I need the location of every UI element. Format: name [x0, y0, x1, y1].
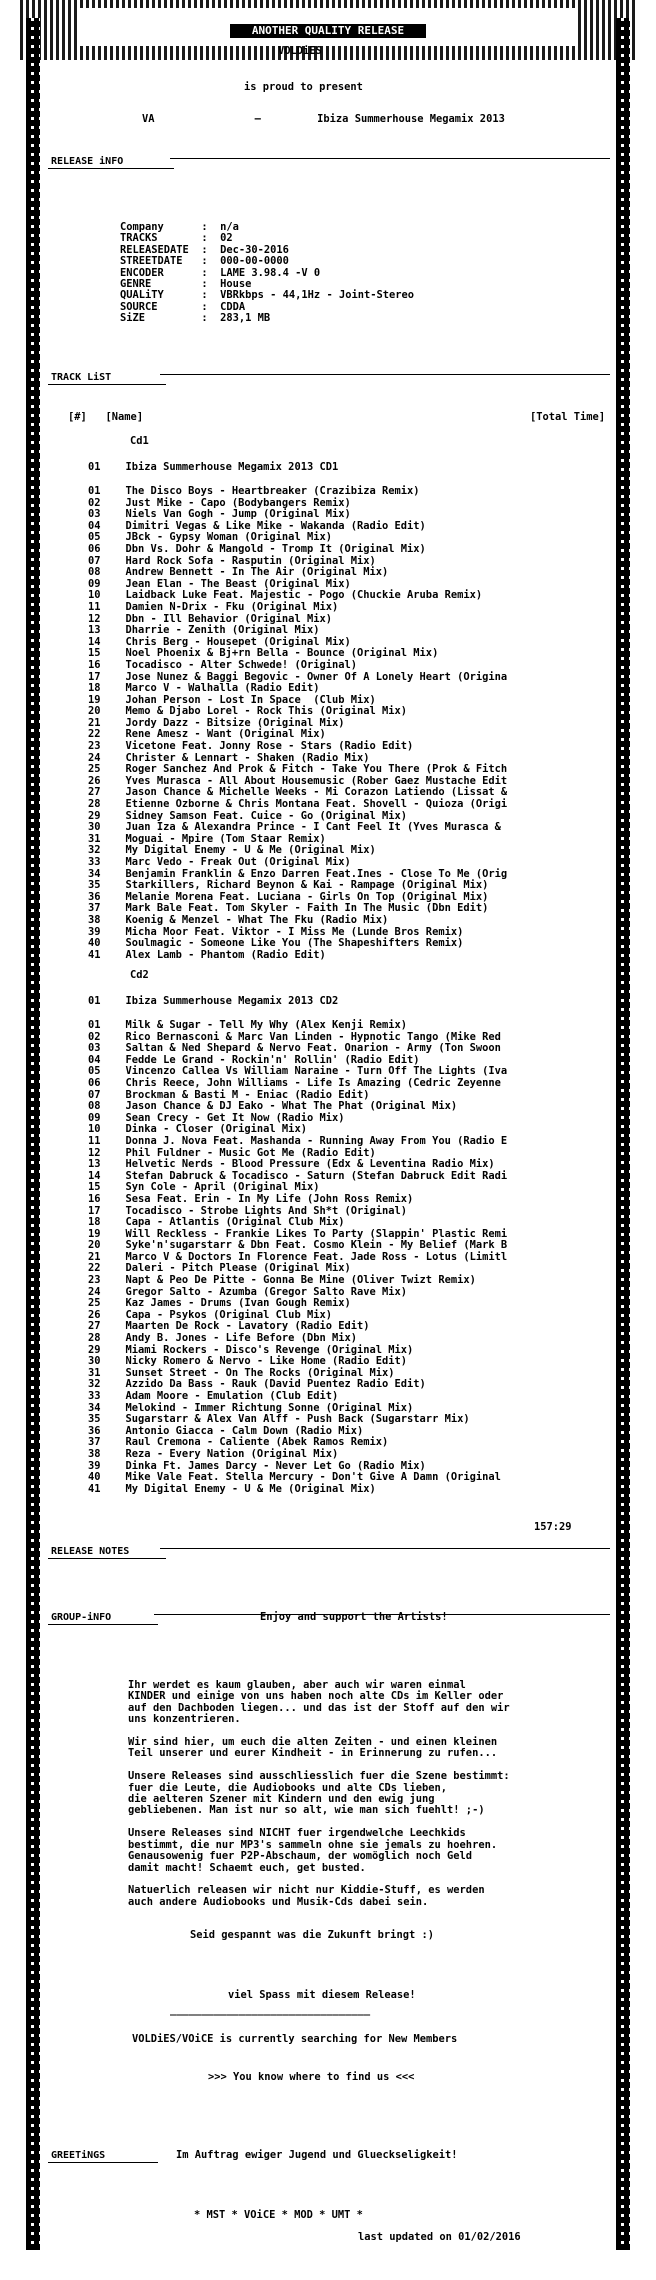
track-row: 07 Brockman & Basti M - Eniac (Radio Edit): [88, 1088, 370, 1101]
info-row: GENRE : House: [120, 278, 252, 291]
track-row: 08 Jason Chance & DJ Eako - What The Phat (Original Mix): [88, 1100, 458, 1113]
track-row: 03 Saltan & Ned Shepard & Nervo Feat. Onarion - Army (Ton Swoon: [88, 1042, 501, 1055]
notes-line: bestimmt, die nur MP3's sammeln ohne sie jemals zu hoehren.: [128, 1838, 498, 1851]
track-row: 39 Dinka Ft. James Darcy - Never Let Go (Radio Mix): [88, 1459, 426, 1472]
track-row: 28 Andy B. Jones - Life Before (Dbn Mix): [88, 1332, 357, 1345]
cd1-title: 01 Ibiza Summerhouse Megamix 2013 CD1: [88, 461, 339, 473]
track-row: 33 Adam Moore - Emulation (Club Edit): [88, 1390, 339, 1402]
track-row: 05 JBck - Gypsy Woman (Original Mix): [88, 531, 332, 544]
track-row: 03 Niels Van Gogh - Jump (Original Mix): [88, 508, 351, 521]
info-row: TRACKS : 02: [120, 232, 233, 245]
track-row: 11 Donna J. Nova Feat. Mashanda - Running Away From You (Radio E: [88, 1134, 508, 1147]
track-row: 16 Sesa Feat. Erin - In My Life (John Ross Remix): [88, 1192, 414, 1205]
track-row: 30 Juan Iza & Alexandra Prince - I Cant Feel It (Yves Murasca &: [88, 821, 501, 834]
info-row: RELEASEDATE : Dec-30-2016: [120, 243, 289, 256]
track-row: 20 Memo & Djabo Lorel - Rock This (Original Mix): [88, 705, 408, 718]
info-row: QUALiTY : VBRkbps - 44,1Hz - Joint-Stereo: [120, 289, 415, 302]
section-underline: [48, 1624, 158, 1625]
track-row: 32 Azzido Da Bass - Rauk (David Puentez Radio Edit): [88, 1378, 426, 1391]
track-row: 13 Dharrie - Zenith (Original Mix): [88, 624, 320, 637]
track-row: 38 Koenig & Menzel - What The Fku (Radio Mix): [88, 913, 389, 926]
notes-line: Ihr werdet es kaum glauben, aber auch wir waren einmal: [128, 1679, 466, 1691]
proud-line: is proud to present: [244, 81, 363, 93]
section-underline: [48, 168, 174, 169]
greetings-line: Im Auftrag ewiger Jugend und Glueckseligkeit!: [176, 2149, 458, 2161]
track-row: 24 Christer & Lennart - Shaken (Radio Mix): [88, 751, 370, 764]
track-row: 22 Daleri - Pitch Please (Original Mix): [88, 1262, 351, 1275]
recruit-line: VOLDiES/VOiCE is currently searching for New Members: [132, 2033, 458, 2045]
info-row: Company : n/a: [120, 221, 239, 233]
cd2-track-list: [88, 1020, 507, 1495]
track-row: 02 Just Mike - Capo (Bodybangers Remix): [88, 496, 351, 509]
track-row: 18 Capa - Atlantis (Original Club Mix): [88, 1216, 345, 1229]
track-row: 08 Andrew Bennett - In The Air (Original Mix): [88, 566, 389, 579]
future-line: Seid gespannt was die Zukunft bringt :): [190, 1929, 434, 1941]
track-row: 04 Fedde Le Grand - Rockin'n' Rollin' (Radio Edit): [88, 1053, 420, 1066]
track-row: 17 Jose Nunez & Baggi Begovic - Owner Of A Lonely Heart (Origina: [88, 670, 508, 683]
track-row: 19 Will Reckless - Frankie Likes To Party (Slappin' Plastic Remi: [88, 1227, 508, 1240]
track-row: 09 Sean Crecy - Get It Now (Radio Mix): [88, 1111, 345, 1124]
track-row: 36 Antonio Giacca - Calm Down (Radio Mix): [88, 1424, 364, 1437]
notes-line: uns konzentrieren.: [128, 1713, 241, 1726]
track-row: 41 My Digital Enemy - U & Me (Original Mix): [88, 1482, 376, 1495]
notes-line: Genausowenig fuer P2P-Abschaum, der womöglich noch Geld: [128, 1850, 473, 1863]
track-row: 29 Miami Rockers - Disco's Revenge (Original Mix): [88, 1343, 414, 1356]
notes-line: auch andere Audiobooks und Musik-Cds dabei sein.: [128, 1895, 429, 1908]
track-row: 20 Syke'n'sugarstarr & Dbn Feat. Cosmo Klein - My Belief (Mark B: [88, 1239, 508, 1252]
fun-line: viel Spass mit diesem Release!: [228, 1989, 416, 2001]
track-row: 21 Jordy Dazz - Bitsize (Original Mix): [88, 716, 345, 729]
section-underline: [48, 1558, 166, 1559]
info-row: ENCODER : LAME 3.98.4 -V 0: [120, 266, 321, 279]
notes-line: fuer die Leute, die Audiobooks und alte CDs lieben,: [128, 1781, 448, 1794]
track-row: 27 Jason Chance & Michelle Weeks - Mi Corazon Latiendo (Lissat &: [88, 786, 508, 799]
release-info-table: [120, 222, 414, 325]
section-greetings: GREETiNGS: [48, 2150, 108, 2161]
section-overline: [160, 1548, 610, 1549]
track-row: 25 Roger Sanchez And Prok & Fitch - Take You There (Prok & Fitch: [88, 763, 508, 776]
notes-line: damit macht! Schaemt euch, get busted.: [128, 1861, 366, 1874]
track-row: 12 Dbn - Ill Behavior (Original Mix): [88, 612, 332, 625]
track-row: 35 Starkillers, Richard Beynon & Kai - Rampage (Original Mix): [88, 879, 489, 892]
cd2-label: Cd2: [130, 969, 149, 981]
track-row: 31 Sunset Street - On The Rocks (Original Mix): [88, 1366, 395, 1379]
notes-line: Unsere Releases sind ausschliesslich fuer die Szene bestimmt:: [128, 1770, 510, 1783]
track-row: 22 Rene Amesz - Want (Original Mix): [88, 728, 326, 741]
total-time: 157:29: [534, 1521, 572, 1533]
track-row: 05 Vincenzo Callea Vs William Naraine - Turn Off The Lights (Iva: [88, 1065, 508, 1078]
track-row: 26 Yves Murasca - All About Housemusic (Rober Gaez Mustache Edit: [88, 774, 508, 787]
section-release-info: RELEASE iNFO: [48, 156, 126, 167]
section-overline: [170, 158, 610, 159]
track-row: 15 Syn Cole - April (Original Mix): [88, 1181, 320, 1194]
track-row: 17 Tocadisco - Strobe Lights And Sh*t (Original): [88, 1204, 408, 1217]
underline-rule: ________________________________: [170, 2004, 371, 2016]
track-row: 39 Micha Moor Feat. Viktor - I Miss Me (Lunde Bros Remix): [88, 925, 464, 938]
track-row: 38 Reza - Every Nation (Original Mix): [88, 1447, 339, 1460]
notes-line: KINDER und einige von uns haben noch alte CDs im Keller oder: [128, 1690, 504, 1703]
track-row: 01 Milk & Sugar - Tell My Why (Alex Kenji Remix): [88, 1019, 408, 1031]
track-row: 40 Mike Vale Feat. Stella Mercury - Don't Give A Damn (Original: [88, 1471, 501, 1484]
track-row: 12 Phil Fuldner - Music Got Me (Radio Edit): [88, 1146, 376, 1159]
tracklist-header-right: [Total Time]: [530, 411, 606, 423]
track-row: 06 Chris Reece, John Williams - Life Is Amazing (Cedric Zeyenne: [88, 1076, 501, 1089]
track-row: 25 Kaz James - Drums (Ivan Gough Remix): [88, 1297, 351, 1310]
track-row: 32 My Digital Enemy - U & Me (Original Mix): [88, 844, 376, 857]
release-banner: ANOTHER QUALITY RELEASE: [230, 24, 426, 38]
notes-line: Natuerlich releasen wir nicht nur Kiddie-Stuff, es werden: [128, 1884, 485, 1897]
track-row: 10 Laidback Luke Feat. Majestic - Pogo (Chuckie Aruba Remix): [88, 589, 483, 602]
track-row: 21 Marco V & Doctors In Florence Feat. Jade Ross - Lotus (Limitl: [88, 1250, 508, 1263]
release-notes-text: [128, 1680, 510, 1908]
group-name: VOLDiES: [278, 45, 322, 57]
track-row: 29 Sidney Samson Feat. Cuice - Go (Original Mix): [88, 809, 408, 822]
section-group-info: GROUP-iNFO: [48, 1612, 114, 1623]
contact-line: >>> You know where to find us <<<: [208, 2071, 415, 2083]
track-row: 09 Jean Elan - The Beast (Original Mix): [88, 577, 351, 590]
track-row: 34 Melokind - Immer Richtung Sonne (Original Mix): [88, 1401, 414, 1414]
track-row: 16 Tocadisco - Alter Schwede! (Original): [88, 658, 357, 671]
info-row: SOURCE : CDDA: [120, 300, 246, 313]
group-info-tagline: Enjoy and support the Artists!: [260, 1611, 448, 1623]
section-overline: [160, 374, 610, 375]
crew-list: * MST * VOiCE * MOD * UMT *: [194, 2209, 363, 2221]
track-row: 14 Chris Berg - Housepet (Original Mix): [88, 635, 351, 648]
track-row: 15 Noel Phoenix & Bj+rn Bella - Bounce (Original Mix): [88, 647, 439, 660]
track-row: 02 Rico Bernasconi & Marc Van Linden - Hypnotic Tango (Mike Red: [88, 1030, 501, 1043]
release-title-line: VA – Ibiza Summerhouse Megamix 2013: [142, 113, 505, 125]
track-row: 34 Benjamin Franklin & Enzo Darren Feat.Ines - Close To Me (Orig: [88, 867, 508, 880]
track-row: 04 Dimitri Vegas & Like Mike - Wakanda (Radio Edit): [88, 519, 426, 532]
track-row: 13 Helvetic Nerds - Blood Pressure (Edx & Leventina Radio Mix): [88, 1158, 495, 1171]
track-row: 19 Johan Person - Lost In Space (Club Mix): [88, 693, 376, 706]
info-row: STREETDATE : 000-00-0000: [120, 255, 289, 268]
cd1-label: Cd1: [130, 435, 149, 447]
notes-line: Wir sind hier, um euch die alten Zeiten - und einen kleinen: [128, 1736, 498, 1749]
section-underline: [48, 2162, 158, 2163]
cd2-title: 01 Ibiza Summerhouse Megamix 2013 CD2: [88, 995, 339, 1007]
track-row: 28 Etienne Ozborne & Chris Montana Feat. Shovell - Quioza (Origi: [88, 798, 508, 811]
last-updated: last updated on 01/02/2016: [358, 2231, 521, 2243]
ascii-border-right: [616, 18, 630, 2250]
section-track-list: TRACK LiST: [48, 372, 114, 383]
track-row: 23 Napt & Peo De Pitte - Gonna Be Mine (Oliver Twizt Remix): [88, 1274, 476, 1287]
track-row: 40 Soulmagic - Someone Like You (The Shapeshifters Remix): [88, 937, 464, 950]
track-row: 11 Damien N-Drix - Fku (Original Mix): [88, 600, 339, 613]
track-row: 30 Nicky Romero & Nervo - Like Home (Radio Edit): [88, 1355, 408, 1368]
track-row: 23 Vicetone Feat. Jonny Rose - Stars (Radio Edit): [88, 740, 414, 753]
track-row: 36 Melanie Morena Feat. Luciana - Girls On Top (Original Mix): [88, 890, 489, 903]
track-row: 14 Stefan Dabruck & Tocadisco - Saturn (Stefan Dabruck Edit Radi: [88, 1169, 508, 1182]
track-row: 24 Gregor Salto - Azumba (Gregor Salto Rave Mix): [88, 1285, 408, 1298]
track-row: 01 The Disco Boys - Heartbreaker (Crazibiza Remix): [88, 485, 420, 497]
section-release-notes: RELEASE NOTES: [48, 1546, 132, 1557]
track-row: 26 Capa - Psykos (Original Club Mix): [88, 1308, 332, 1321]
notes-line: Unsere Releases sind NICHT fuer irgendwelche Leechkids: [128, 1827, 466, 1840]
track-row: 35 Sugarstarr & Alex Van Alff - Push Back (Sugarstarr Mix): [88, 1413, 470, 1426]
nfo-document: [20, 0, 636, 2280]
track-row: 31 Moguai - Mpire (Tom Staar Remix): [88, 832, 326, 845]
track-row: 37 Raul Cremona - Caliente (Abek Ramos Remix): [88, 1436, 389, 1449]
tracklist-header-left: [#] [Name]: [68, 411, 144, 423]
track-row: 10 Dinka - Closer (Original Mix): [88, 1123, 307, 1136]
cd1-track-list: [88, 486, 507, 961]
track-row: 37 Mark Bale Feat. Tom Skyler - Faith In The Music (Dbn Edit): [88, 902, 489, 915]
track-row: 33 Marc Vedo - Freak Out (Original Mix): [88, 856, 351, 868]
track-row: 07 Hard Rock Sofa - Rasputin (Original Mix): [88, 554, 376, 567]
notes-line: die aelteren Szener mit Kindern und den ewig jung: [128, 1793, 435, 1806]
ascii-border-left: [26, 18, 40, 2250]
notes-line: Teil unserer und eurer Kindheit - in Erinnerung zu rufen...: [128, 1747, 498, 1760]
track-row: 18 Marco V - Walhalla (Radio Edit): [88, 682, 320, 695]
notes-line: gebliebenen. Man ist nur so alt, wie man sich fuehlt! ;-): [128, 1804, 485, 1817]
track-row: 27 Maarten De Rock - Lavatory (Radio Edit): [88, 1320, 370, 1333]
track-row: 06 Dbn Vs. Dohr & Mangold - Tromp It (Original Mix): [88, 542, 426, 555]
track-row: 41 Alex Lamb - Phantom (Radio Edit): [88, 948, 326, 961]
section-underline: [48, 384, 166, 385]
info-row: SiZE : 283,1 MB: [120, 312, 271, 325]
notes-line: auf den Dachboden liegen... und das ist der Stoff auf den wir: [128, 1701, 510, 1714]
